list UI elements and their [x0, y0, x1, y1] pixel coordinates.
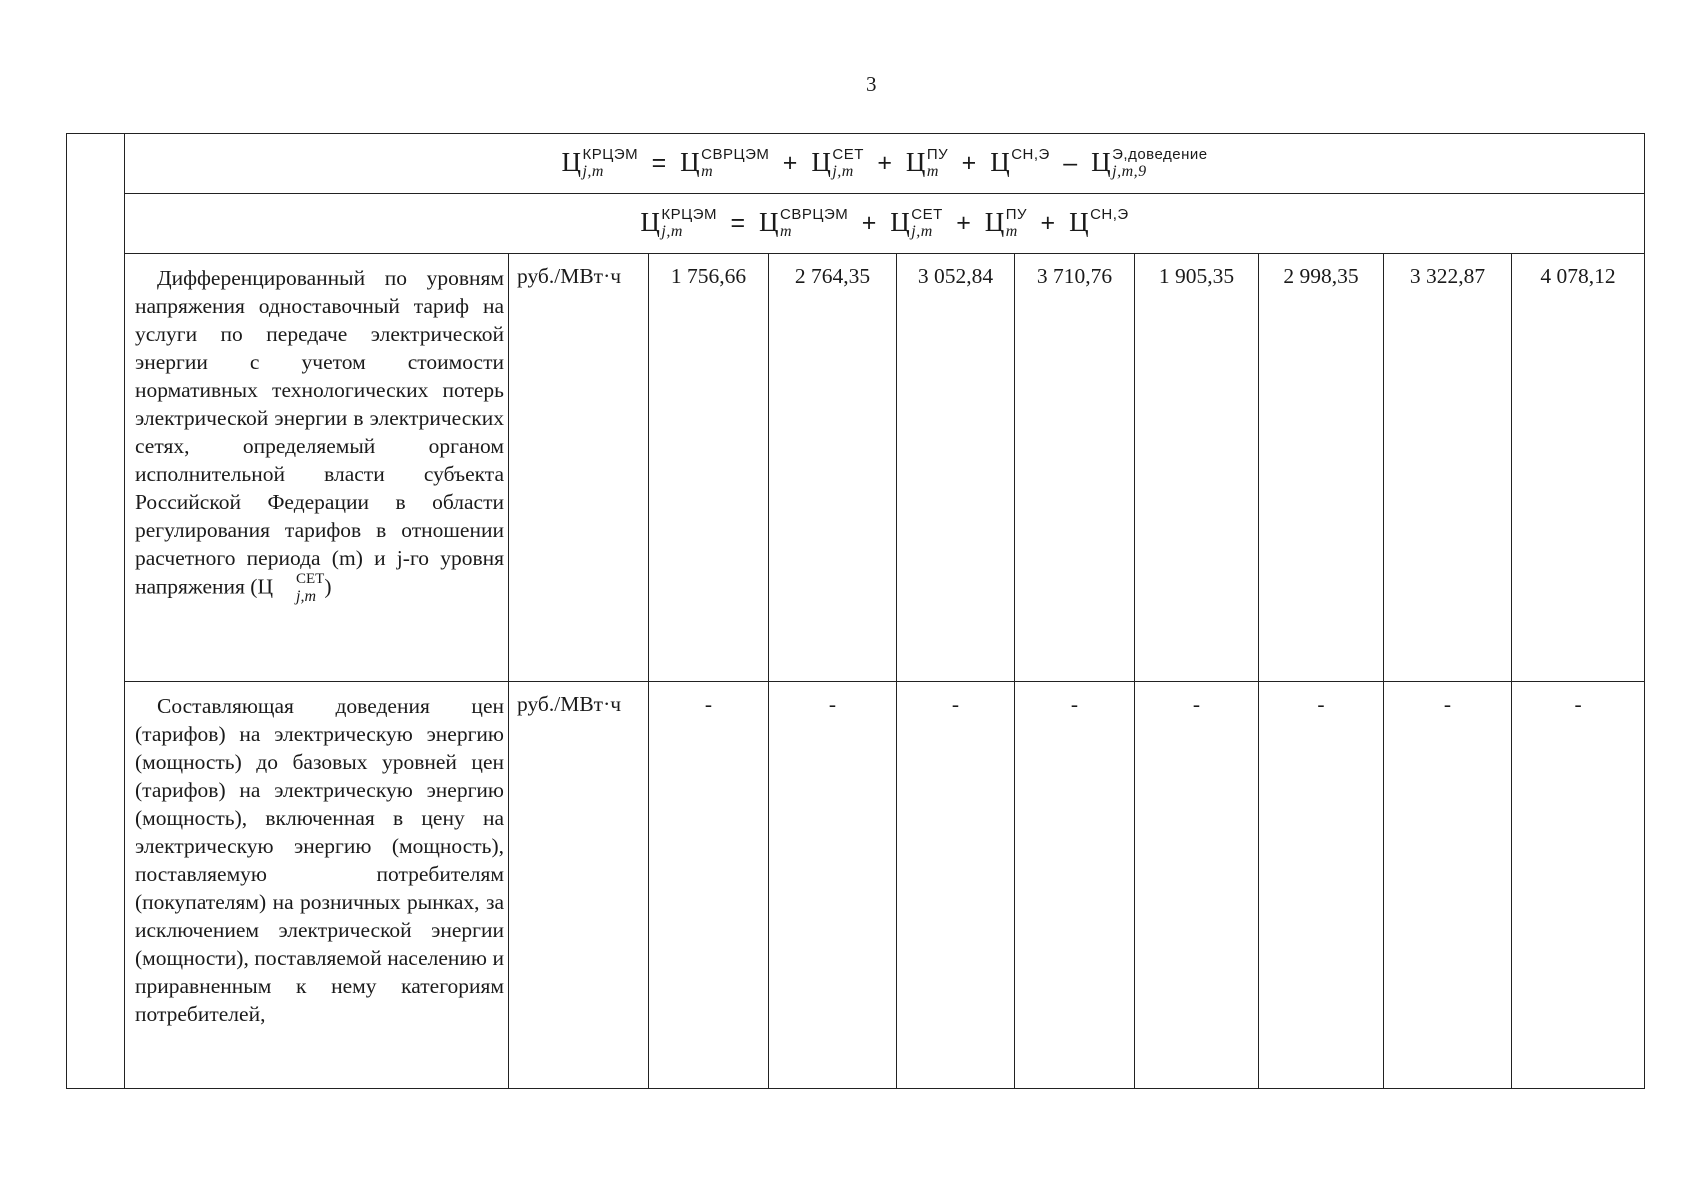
table-cell: 3 052,84	[897, 254, 1015, 682]
tariff-table	[66, 133, 1645, 1089]
table-cell: 4 078,12	[1512, 254, 1645, 682]
table-cell: 3 710,76	[1015, 254, 1135, 682]
table-row	[67, 254, 1645, 682]
table-cell: 1 756,66	[649, 254, 769, 682]
formula-1: Ц КРЦЭМ j,m = Ц СВРЦЭМ m + Ц СЕТ j,m + Ц ПУ m + Ц СН,Э – Ц Э,доведение j,m,9	[125, 134, 1645, 194]
side-column	[67, 134, 125, 1089]
table-cell: -	[649, 682, 769, 1089]
table-cell: 2 998,35	[1259, 254, 1384, 682]
page-number: 3	[866, 72, 877, 96]
table-cell: -	[1259, 682, 1384, 1089]
table-cell: 2 764,35	[769, 254, 897, 682]
table-cell: -	[1135, 682, 1259, 1089]
table-cell: -	[769, 682, 897, 1089]
formula-row-1	[67, 134, 1645, 194]
table-cell: -	[1384, 682, 1512, 1089]
row-unit: руб./МВт·ч	[509, 254, 649, 682]
table-cell: -	[897, 682, 1015, 1089]
table-cell: -	[1015, 682, 1135, 1089]
formula-2: Ц КРЦЭМ j,m = Ц СВРЦЭМ m + Ц СЕТ j,m + Ц ПУ m + Ц СН,Э	[125, 194, 1645, 254]
row-description: Дифференцированный по уровням напряжения одноставочный тариф на услуги по передаче электрической энергии с учетом стоимости нормативных технологических потерь электрической энергии в электрических сетях, определяемый органом исполнительной власти субъекта Российской Федерации в области регулирования тарифов в отношении расчетного периода (m) и j-го уровня напряжения (Ц СЕТ j,m )	[125, 254, 509, 682]
row-unit: руб./МВт·ч	[509, 682, 649, 1089]
table-cell: -	[1512, 682, 1645, 1089]
row-description: Составляющая доведения цен (тарифов) на электрическую энергию (мощность) до базовых уровней цен (тарифов) на электрическую энергию (мощность), включенная в цену на электрическую энергию (мощность), поставляемую потребителям (покупателям) на розничных рынках, за исключением электрической энергии (мощности), поставляемой населению и приравненным к нему категориям потребителей,	[125, 682, 509, 1089]
table-cell: 3 322,87	[1384, 254, 1512, 682]
formula-row-2	[67, 194, 1645, 254]
table-cell: 1 905,35	[1135, 254, 1259, 682]
table-row	[67, 682, 1645, 1089]
